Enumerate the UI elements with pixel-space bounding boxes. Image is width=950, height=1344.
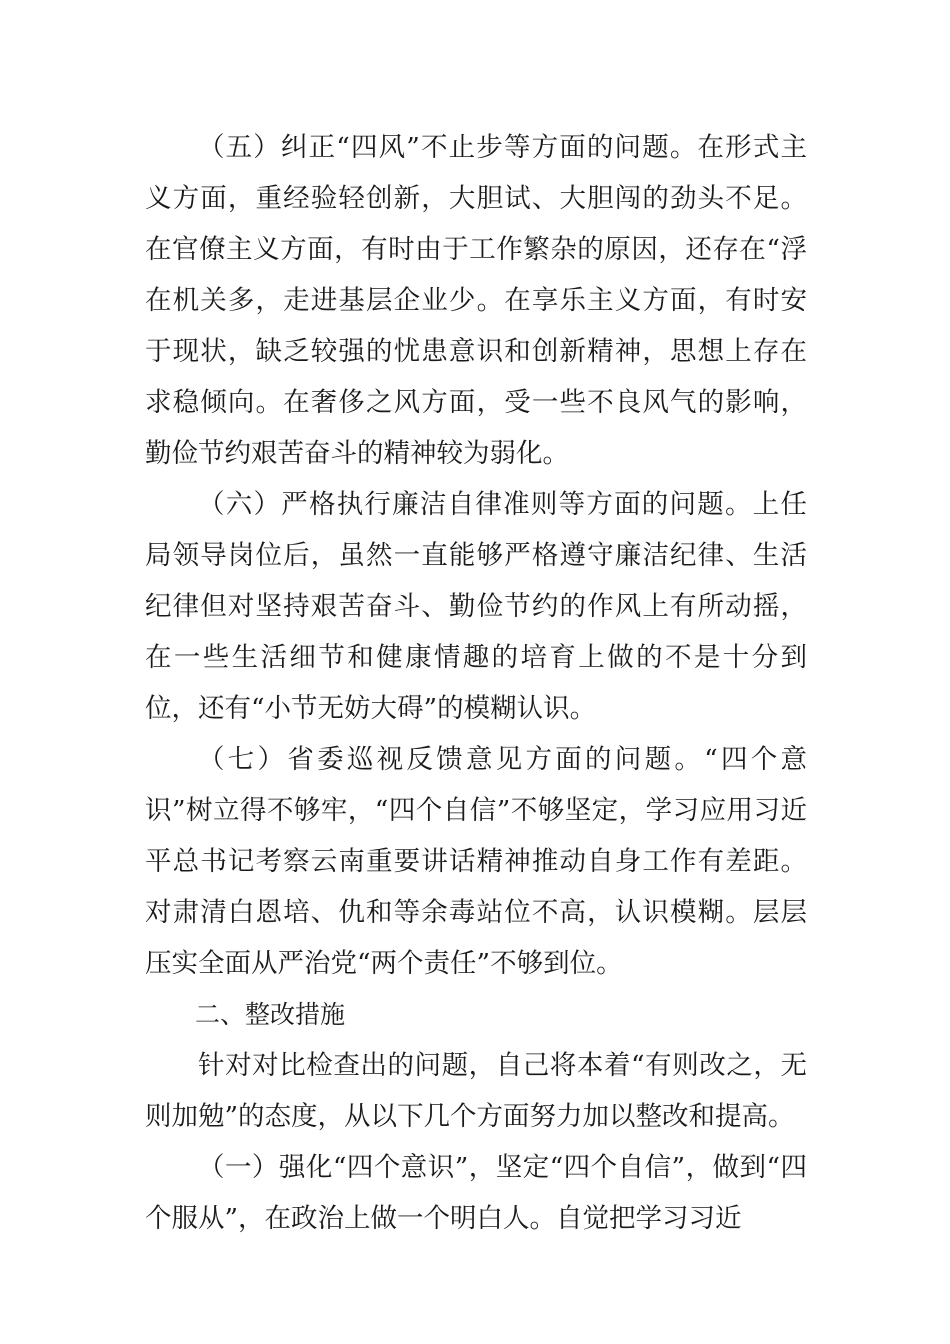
paragraph-six: （六）严格执行廉洁自律准则等方面的问题。上任局领导岗位后，虽然一直能够严格遵守廉洁纪律、生活纪律但对坚持艰苦奋斗、勤俭节约的作风上有所动摇，在一些生活细节和健康情趣的培育上做的不是十分到位，还有“小节无妨大碍”的模糊认识。: [145, 489, 807, 724]
paragraph-measure-one: （一）强化“四个意识”，坚定“四个自信”，做到“四个服从”，在政治上做一个明白人。自觉把学习习近: [145, 1152, 807, 1234]
document-body: [145, 122, 807, 1244]
section-heading-rectification: 二、整改措施: [195, 1000, 346, 1029]
paragraph-five: （五）纠正“四风”不止步等方面的问题。在形式主义方面，重经验轻创新，大胆试、大胆闯的劲头不足。在官僚主义方面，有时由于工作繁杂的原因，还存在“浮在机关多，走进基层企业少。在享乐主义方面，有时安于现状，缺乏较强的忧患意识和创新精神，思想上存在求稳倾向。在奢侈之风方面，受一些不良风气的影响，勤俭节约艰苦奋斗的精神较为弱化。: [145, 132, 807, 469]
paragraph-seven: （七）省委巡视反馈意见方面的问题。“四个意识”树立得不够牢，“四个自信”不够坚定，学习应用习近平总书记考察云南重要讲话精神推动自身工作有差距。对肃清白恩培、仇和等余毒站位不高，认识模糊。层层压实全面从严治党“两个责任”不够到位。: [145, 744, 807, 979]
paragraph-intro: 针对对比检查出的问题，自己将本着“有则改之，无则加勉”的态度，从以下几个方面努力加以整改和提高。: [145, 1050, 807, 1132]
